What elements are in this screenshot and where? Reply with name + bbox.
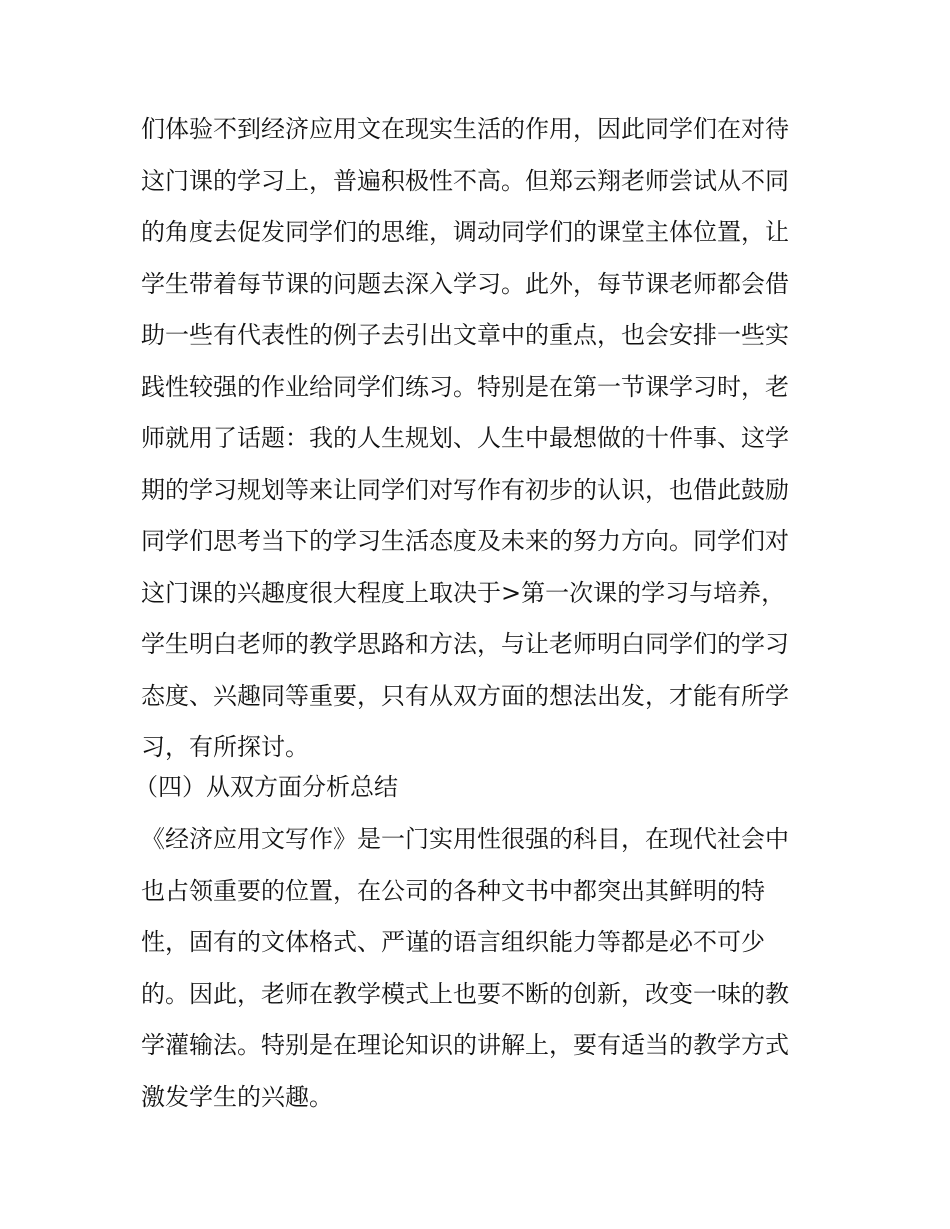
text-line: 的。因此，老师在教学模式上也要不断的创新，改变一味的教: [141, 979, 789, 1008]
text-line: 学灌输法。特别是在理论知识的讲解上，要有适当的教学方式: [141, 1031, 789, 1059]
text-line: 同学们思考当下的学习生活态度及未来的努力方向。同学们对: [141, 527, 789, 555]
text-line: 性，固有的文体格式、严谨的语言组织能力等都是必不可少: [141, 928, 765, 956]
body-paragraph-1: [141, 104, 821, 774]
text-line: 师就用了话题：我的人生规划、人生中最想做的十件事、这学: [141, 424, 789, 452]
text-line: 这门课的学习上，普遍积极性不高。但郑云翔老师尝试从不同: [141, 166, 789, 195]
text-line: 践性较强的作业给同学们练习。特别是在第一节课学习时，老: [141, 372, 789, 401]
text-line: 们体验不到经济应用文在现实生活的作用，因此同学们在对待: [141, 115, 789, 143]
text-line: 这门课的兴趣度很大程度上取决于>第一次课的学习与培养，: [141, 578, 786, 607]
text-line: 也占领重要的位置，在公司的各种文书中都突出其鲜明的特: [141, 876, 765, 905]
text-line: 《经济应用文写作》是一门实用性很强的科目，在现代社会中: [141, 825, 789, 853]
text-line: 期的学习规划等来让同学们对写作有初步的认识，也借此鼓励: [141, 475, 789, 504]
text-line: 学生明白老师的教学思路和方法，与让老师明白同学们的学习: [141, 630, 789, 658]
text-line: 的角度去促发同学们的思维，调动同学们的课堂主体位置，让: [141, 218, 789, 246]
text-line: 学生带着每节课的问题去深入学习。此外，每节课老师都会借: [141, 269, 789, 298]
text-line: 态度、兴趣同等重要，只有从双方面的想法出发，才能有所学: [141, 681, 789, 710]
text-line: 激发学生的兴趣。: [141, 1082, 333, 1111]
text-line: 习，有所探讨。: [141, 733, 309, 761]
text-line: 助一些有代表性的例子去引出文章中的重点，也会安排一些实: [141, 321, 789, 349]
body-paragraph-2: [141, 814, 821, 1123]
section-heading: （四）从双方面分析总结: [134, 773, 398, 801]
